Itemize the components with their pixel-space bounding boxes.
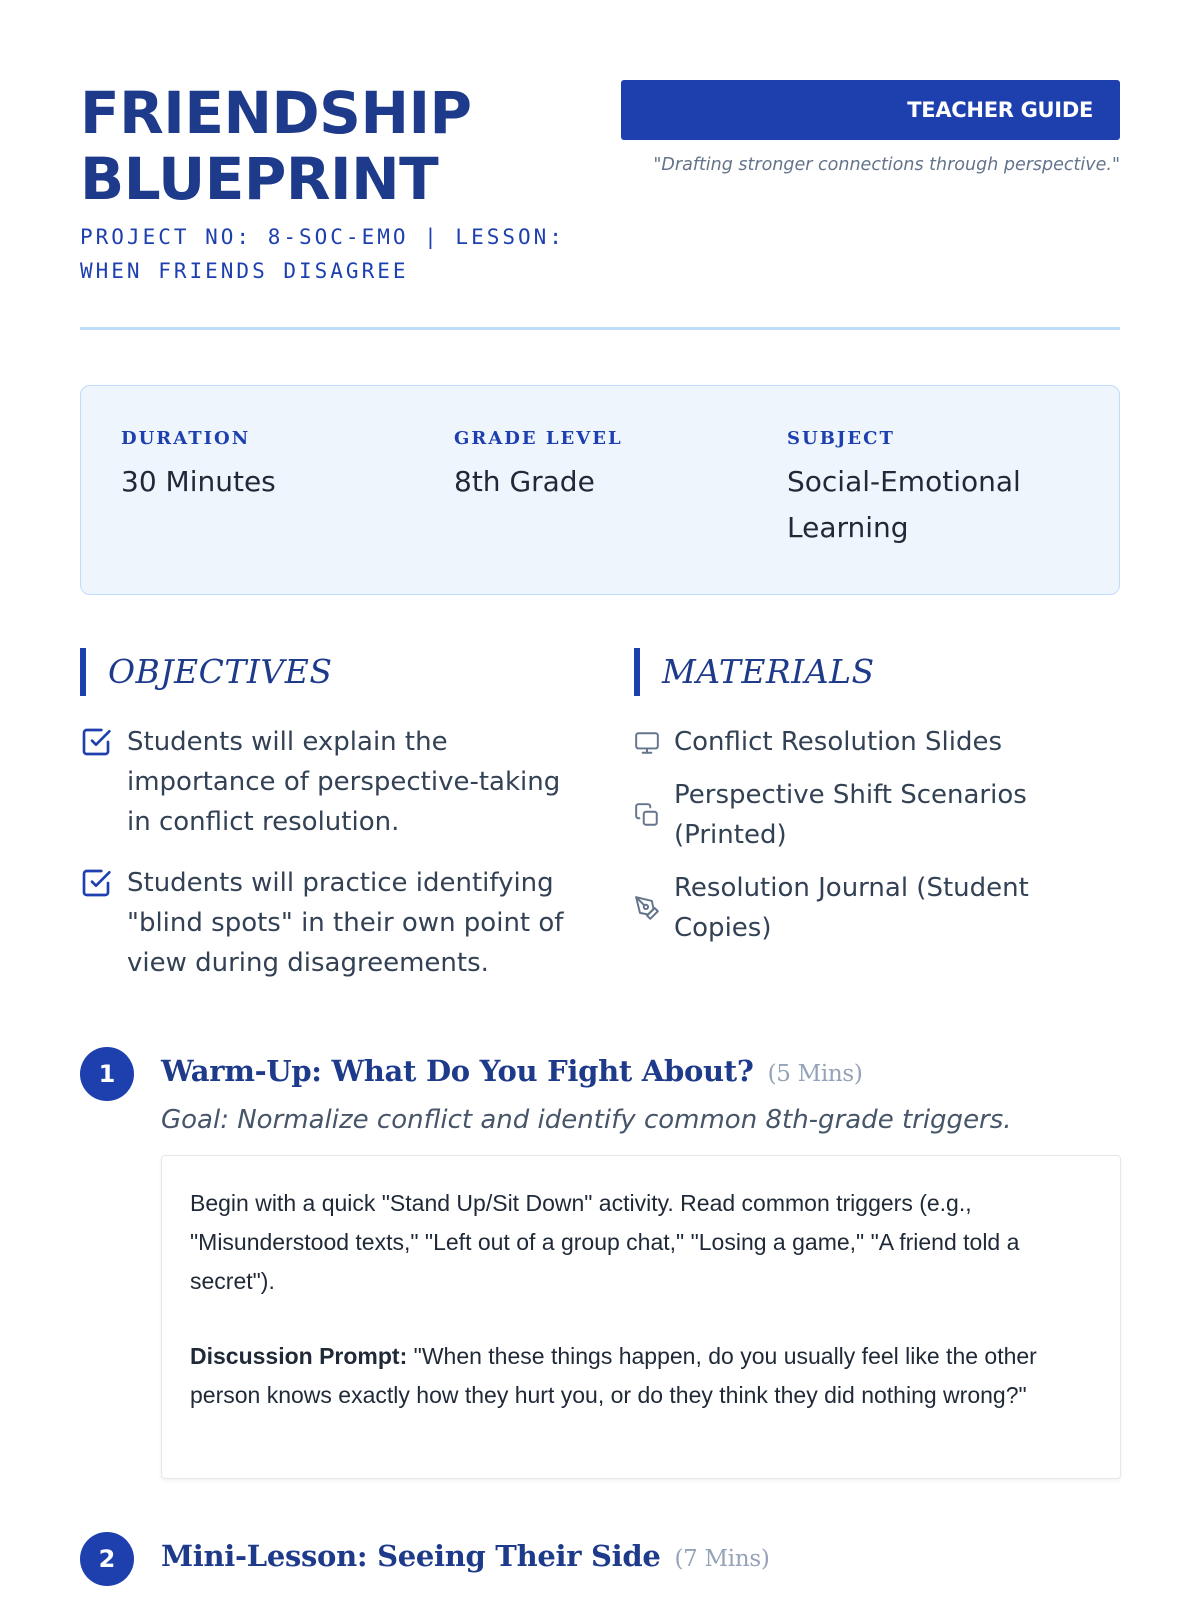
monitor-icon (634, 730, 660, 756)
teacher-guide-badge: TEACHER GUIDE (621, 80, 1120, 140)
material-item: Resolution Journal (Student Copies) (634, 868, 1120, 948)
check-square-icon (80, 726, 112, 758)
step-1-title: Warm-Up: What Do You Fight About? (5 Mins) (161, 1054, 863, 1088)
tagline: "Drafting stronger connections through perspective." (653, 155, 1120, 175)
page-title: FRIENDSHIP BLUEPRINT (80, 79, 472, 213)
material-item: Perspective Shift Scenarios (Printed) (634, 775, 1120, 855)
header (80, 80, 1120, 330)
header-divider (80, 327, 1120, 330)
objective-item: Students will explain the importance of perspective-taking in conflict resolution. (80, 722, 560, 842)
step-2-time: (7 Mins) (674, 1546, 770, 1572)
step-1-goal: Goal: Normalize conflict and identify common 8th-grade triggers. (161, 1105, 1012, 1135)
step-2-number: 2 (80, 1532, 134, 1586)
material-item: Conflict Resolution Slides (634, 722, 1120, 762)
step-1-number: 1 (80, 1047, 134, 1101)
check-square-icon (80, 867, 112, 899)
discussion-prompt: Discussion Prompt: "When these things happen, do you usually feel like the other person knows exactly how they hurt you, or do they think they did nothing wrong?" (190, 1343, 1037, 1408)
objectives-heading: OBJECTIVES (80, 648, 332, 696)
project-info: PROJECT NO: 8-SOC-EMO | LESSON: WHEN FRIENDS DISAGREE (80, 225, 565, 283)
step-1-instructions: Begin with a quick "Stand Up/Sit Down" activity. Read common triggers (e.g., "Misunderstood texts," "Left out of a group chat," "Losing a game," "A friend told a secret"). Discussion Prompt: "When these things happen, do you usually feel like the other person knows exactly how they hurt you, or do they think they did nothing wrong?" (161, 1155, 1121, 1479)
lesson-meta-card (80, 385, 1120, 595)
meta-grade-level: GRADE LEVEL 8th Grade (454, 428, 623, 498)
materials-heading: MATERIALS (634, 648, 875, 696)
objective-item: Students will practice identifying "blind spots" in their own point of view during disagreements. (80, 863, 560, 983)
meta-subject: SUBJECT Social-Emotional Learning (787, 428, 1021, 544)
step-1-time: (5 Mins) (767, 1061, 863, 1087)
copy-icon (634, 802, 660, 828)
step-2-title: Mini-Lesson: Seeing Their Side (7 Mins) (161, 1539, 770, 1573)
meta-duration: DURATION 30 Minutes (121, 428, 276, 498)
pen-tool-icon (634, 895, 660, 921)
